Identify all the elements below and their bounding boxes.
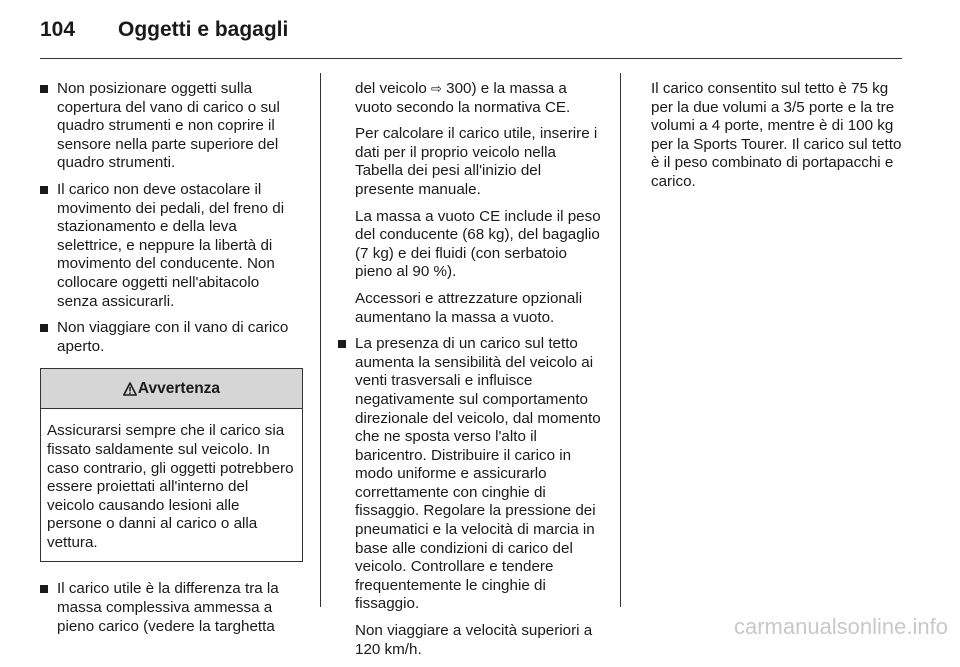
- warning-box: [40, 368, 303, 562]
- bullet-square-icon: [40, 324, 48, 332]
- watermark: carmanualsonline.info: [733, 614, 948, 639]
- column-3: [651, 80, 903, 200]
- paragraph: Per calcolare il carico utile, inserire i dati per il proprio veicolo nella Tabella dei pesi all'inizio del presente manuale.: [355, 125, 598, 198]
- warning-header: [41, 369, 302, 409]
- bullet-square-icon: [338, 340, 346, 348]
- column-1: [40, 80, 303, 644]
- warning-body: Assicurarsi sempre che il carico sia fissato saldamente sul veicolo. In caso contrario, gli oggetti potrebbero essere proiettati all'interno del veicolo causando lesioni alle persone o danni al carico o alla vettura.: [47, 422, 294, 551]
- paragraph-continuation: del veicolo ⇨ 300) e la massa a vuoto secondo la normativa CE.: [355, 80, 571, 116]
- bullet-item: Non viaggiare con il vano di carico aperto.: [40, 319, 303, 356]
- bullet-square-icon: [40, 85, 48, 93]
- bullet-square-icon: [40, 186, 48, 194]
- paragraph: La massa a vuoto CE include il peso del conducente (68 kg), del bagaglio (7 kg) e dei fluidi (con serbatoio pieno al 90 %).: [355, 207, 601, 281]
- page-header: [40, 18, 288, 48]
- bullet-item: Il carico non deve ostacolare il movimento dei pedali, del freno di stazionamento e della leva selettrice, e neppure la libertà di movimento del conducente. Non collocare oggetti nell'abitacolo senza assicurarli.: [40, 181, 303, 311]
- paragraph: Non viaggiare a velocità superiori a 120 km/h.: [355, 622, 593, 658]
- warning-title: Avvertenza: [137, 379, 221, 397]
- paragraph: Accessori e attrezzature opzionali aumentano la massa a vuoto.: [355, 289, 583, 326]
- bullet-item: La presenza di un carico sul tetto aumenta la sensibilità del veicolo ai venti trasversali e influisce negativamente sul comportamento direzionale del veicolo, dal momento che ne sposta verso l'alto il baricentro. Distribuire il carico in modo uniforme e assicurarlo correttamente con cinghie di fissaggio. Regolare la pressione dei pneumatici e la velocità di marcia in base alle condizioni di carico del veicolo. Controllare e tendere frequentemente le cinghie di fissaggio.: [338, 335, 604, 614]
- column-divider-1: [320, 73, 321, 607]
- bullet-square-icon: [40, 585, 48, 593]
- header-divider: [40, 58, 902, 59]
- page-number: 104: [40, 18, 76, 41]
- warning-triangle-icon: [123, 382, 137, 396]
- paragraph: Il carico consentito sul tetto è 75 kg per la due volumi a 3/5 porte e la tre volumi a 4 porte, mentre è di 100 kg per la Sports Tourer. Il carico sul tetto è il peso combinato di portapacchi e carico.: [651, 80, 902, 190]
- bullet-item: Il carico utile è la differenza tra la massa complessiva ammessa a pieno carico (vedere la targhetta: [40, 580, 303, 636]
- column-2: [338, 80, 604, 667]
- bullet-item: Non posizionare oggetti sulla copertura del vano di carico o sul quadro strumenti e non coprire il sensore nella parte superiore del quadro strumenti.: [40, 80, 303, 173]
- page-reference-arrow-icon: ⇨: [431, 81, 442, 96]
- page-title: Oggetti e bagagli: [118, 18, 289, 41]
- column-divider-2: [620, 73, 621, 607]
